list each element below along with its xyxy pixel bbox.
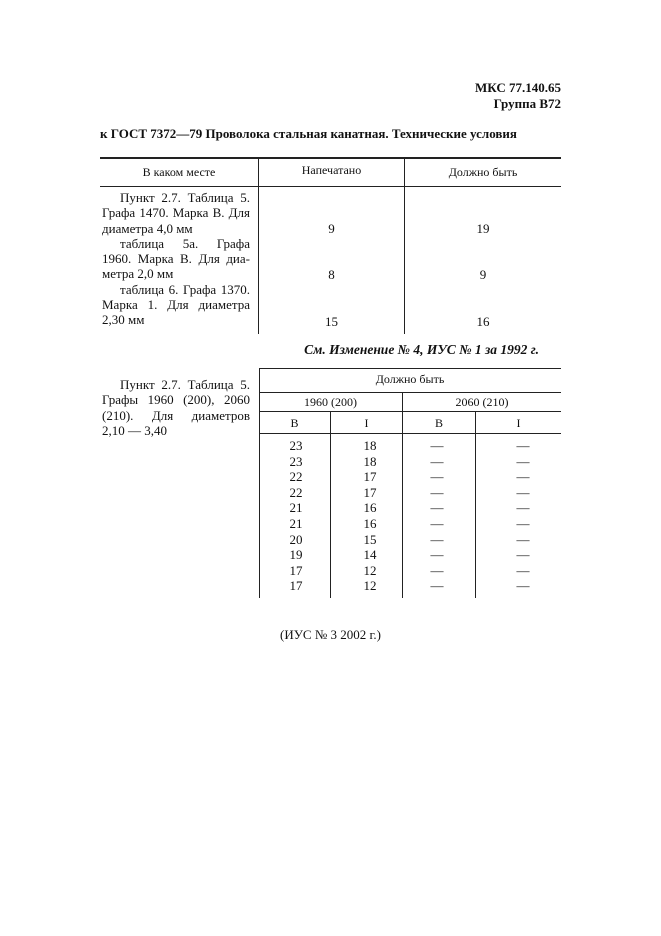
table-cell: — [516, 578, 530, 594]
text-line: Графа 1470. Марка В. Для [102, 205, 250, 221]
header-printed: Напечатано [301, 163, 362, 177]
table-cell: — [430, 438, 444, 453]
table-cell: — [516, 531, 530, 547]
mks-code: МКС 77.140.65 [474, 80, 561, 95]
should-be-value: 19 [476, 221, 490, 236]
table-col-divider [404, 158, 405, 334]
header-place: В каком месте [142, 165, 216, 179]
subcol-i: I [364, 416, 369, 430]
table-rule [259, 411, 561, 412]
table-top-rule [259, 368, 561, 369]
text-line: Графы 1960 (200), 2060 [102, 392, 250, 408]
table-col-divider [475, 412, 476, 598]
text-line: таблица 6. Графа 1370. [120, 281, 250, 297]
table-cell: 12 [363, 562, 377, 578]
table-cell: — [516, 438, 530, 453]
table-col-divider [330, 412, 331, 598]
table-cell: — [516, 500, 530, 516]
table-cell: 20 [289, 531, 303, 547]
table-cell: — [430, 547, 444, 563]
text-line: 2,30 мм [102, 312, 145, 328]
table-cell: 19 [289, 547, 303, 563]
table-cell: — [430, 469, 444, 485]
printed-value: 15 [325, 314, 338, 329]
table-cell: 18 [363, 453, 377, 469]
table-cell: — [430, 562, 444, 578]
group-1960: 1960 (200) [304, 395, 357, 409]
footer-note: (ИУС № 3 2002 г.) [280, 627, 381, 642]
group-2060: 2060 (210) [455, 395, 509, 409]
subcol-i: I [516, 416, 521, 430]
table-cell: 16 [363, 500, 377, 516]
document-title: к ГОСТ 7372—79 Проволока стальная канатная. Технические условия [100, 126, 517, 141]
table-cell: 17 [363, 469, 377, 485]
table-cell: 23 [289, 438, 303, 453]
text-line: Пункт 2.7. Таблица 5. [120, 190, 250, 205]
table-cell: 21 [289, 500, 303, 516]
subcol-b: В [290, 416, 299, 430]
table-cell: 23 [289, 453, 303, 469]
subcol-b: В [434, 416, 443, 430]
text-line: диаметра 4,0 мм [102, 220, 193, 236]
table-cell: 17 [289, 578, 303, 594]
header-should-be: Должно быть [375, 372, 445, 386]
table-cell: 17 [289, 562, 303, 578]
text-line: таблица 5а. Графа [120, 235, 250, 251]
text-line: Пункт 2.7. Таблица 5. [120, 377, 250, 392]
table-cell: — [430, 453, 444, 469]
table-cell: 14 [363, 547, 377, 563]
printed-value: 9 [328, 221, 335, 236]
table-rule [259, 392, 561, 393]
table-cell: — [430, 484, 444, 500]
should-be-value: 9 [479, 267, 487, 282]
header-should-be: Должно быть [448, 165, 518, 179]
table-cell: — [516, 453, 530, 469]
table-cell: 16 [363, 516, 377, 531]
should-be-value: 16 [476, 314, 490, 329]
table-cell: — [516, 562, 530, 578]
table-cell: 21 [289, 516, 303, 531]
printed-value: 8 [328, 267, 335, 282]
table-cell: — [430, 531, 444, 547]
text-line: 1960. Марка В. Для диа- [102, 251, 250, 267]
table-cell: 17 [363, 484, 377, 500]
table-cell: — [516, 484, 530, 500]
table-cell: — [430, 578, 444, 594]
table-cell: — [430, 516, 444, 531]
text-line: 2,10 — 3,40 [102, 422, 167, 438]
amendment-note: См. Изменение № 4, ИУС № 1 за 1992 г. [304, 342, 539, 357]
text-line: Марка 1. Для диаметра [102, 297, 250, 313]
table-cell: 18 [363, 438, 377, 453]
place-description-2 [102, 377, 250, 438]
table-cell: 15 [363, 531, 377, 547]
table-top-rule [100, 157, 561, 159]
place-description [102, 190, 250, 328]
table-cell: 22 [289, 469, 303, 485]
table-header-rule [100, 186, 561, 187]
table-cell: 22 [289, 484, 303, 500]
table-cell: — [516, 469, 530, 485]
text-line: (210). Для диаметров [102, 407, 250, 423]
table-cell: — [516, 516, 530, 531]
table-col-divider [258, 158, 259, 334]
text-line: метра 2,0 мм [102, 266, 174, 282]
group-code: Группа В72 [493, 96, 561, 111]
table-cell: 12 [363, 578, 377, 594]
table-rule [259, 433, 561, 434]
table-cell: — [430, 500, 444, 516]
table-cell: — [516, 547, 530, 563]
